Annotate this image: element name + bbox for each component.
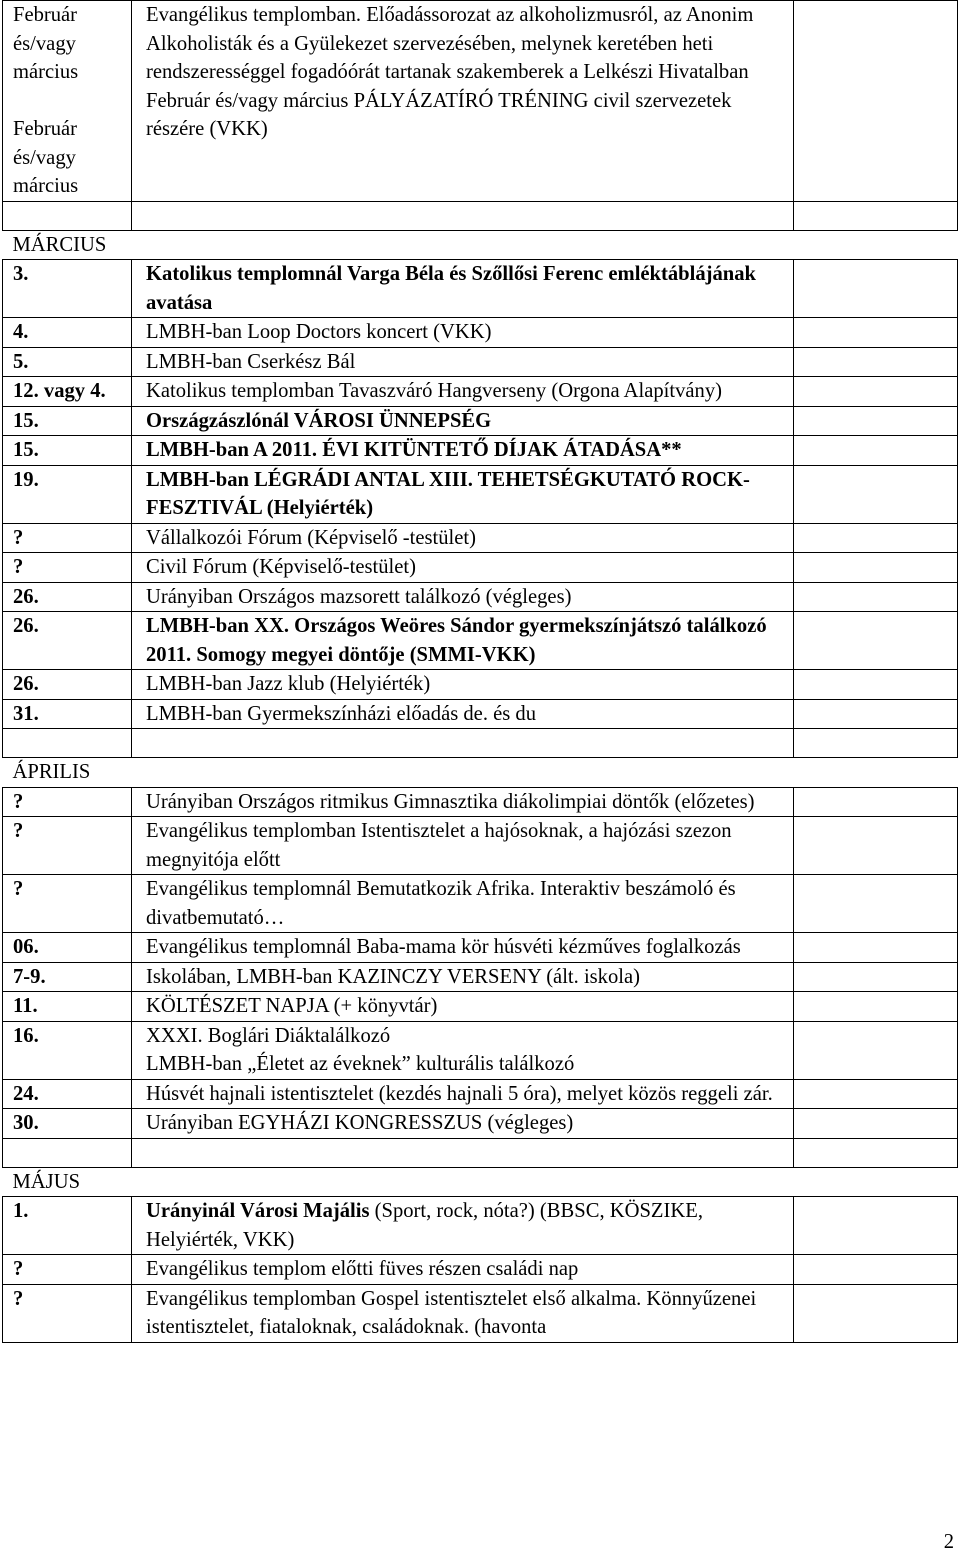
event-row bbox=[3, 553, 958, 583]
schedule-table bbox=[2, 0, 958, 1343]
blank-cell bbox=[794, 523, 958, 553]
event-row bbox=[3, 1197, 958, 1255]
month-title: ÁPRILIS bbox=[3, 758, 958, 788]
blank-cell bbox=[794, 1197, 958, 1255]
event-row bbox=[3, 1109, 958, 1139]
spacer-row bbox=[3, 1138, 958, 1167]
blank-cell bbox=[794, 670, 958, 700]
event-text bbox=[132, 1255, 794, 1285]
event-row bbox=[3, 992, 958, 1022]
event-row bbox=[3, 1079, 958, 1109]
event-text bbox=[132, 347, 794, 377]
event-text-content: Evangélikus templomban Gospel istentisztelet első alkalma. Könnyűzenei istentisztelet, fiataloknak, családoknak. (havonta bbox=[146, 1287, 757, 1338]
empty-cell bbox=[132, 1138, 794, 1167]
event-text-content: Katolikus templomban Tavaszváró Hangverseny (Orgona Alapítvány) bbox=[146, 380, 722, 402]
event-text-content: Urányiban Országos ritmikus Gimnasztika diákolimpiai döntők (előzetes) bbox=[146, 790, 755, 813]
event-row bbox=[3, 582, 958, 612]
event-text-content: Urányiban EGYHÁZI KONGRESSZUS (végleges) bbox=[146, 1112, 574, 1134]
event-date: 31. bbox=[3, 699, 132, 729]
blank-cell bbox=[794, 436, 958, 466]
event-text-content: Evangélikus templomnál Baba-mama kör húsvéti kézműves foglalkozás bbox=[146, 936, 741, 958]
event-date: 30. bbox=[3, 1109, 132, 1139]
event-text bbox=[132, 962, 794, 992]
empty-cell bbox=[132, 201, 794, 230]
event-date: 06. bbox=[3, 933, 132, 963]
event-row bbox=[3, 436, 958, 466]
event-date: ? bbox=[3, 787, 132, 817]
event-text-content: Katolikus templomnál Varga Béla és Szőllősi Ferenc emléktáblájának avatása bbox=[146, 263, 756, 314]
event-date: ? bbox=[3, 553, 132, 583]
event-row bbox=[3, 347, 958, 377]
event-row bbox=[3, 962, 958, 992]
event-date: ? bbox=[3, 875, 132, 933]
event-text-content: Urányiban Országos mazsorett találkozó (végleges) bbox=[146, 585, 572, 608]
blank-cell bbox=[794, 699, 958, 729]
event-text-content: Vállalkozói Fórum (Képviselő -testület) bbox=[146, 526, 476, 549]
event-text bbox=[132, 260, 794, 318]
event-text bbox=[132, 465, 794, 523]
event-text bbox=[132, 670, 794, 700]
event-text-content: Országzászlónál VÁROSI ÜNNEPSÉG bbox=[146, 409, 492, 432]
empty-cell bbox=[3, 201, 132, 230]
blank-cell bbox=[794, 260, 958, 318]
event-date: 5. bbox=[3, 347, 132, 377]
event-text bbox=[132, 436, 794, 466]
blank-cell bbox=[794, 1021, 958, 1079]
event-text-content: LMBH-ban Loop Doctors koncert (VKK) bbox=[146, 321, 492, 343]
event-text bbox=[132, 582, 794, 612]
event-date: 19. bbox=[3, 465, 132, 523]
event-date: ? bbox=[3, 817, 132, 875]
event-text-content: LMBH-ban Cserkész Bál bbox=[146, 350, 356, 373]
empty-cell bbox=[3, 729, 132, 758]
event-date: ? bbox=[3, 1284, 132, 1342]
event-text-content: Iskolában, LMBH-ban KAZINCZY VERSENY (ált. iskola) bbox=[146, 965, 640, 988]
blank-cell bbox=[794, 933, 958, 963]
event-text-content: Evangélikus templomban Istentisztelet a hajósoknak, a hajózási szezon megnyitója előtt bbox=[146, 820, 732, 871]
event-date: 3. bbox=[3, 260, 132, 318]
event-row bbox=[3, 377, 958, 407]
month-title: MÁJUS bbox=[3, 1167, 958, 1197]
event-text bbox=[132, 612, 794, 670]
event-row bbox=[3, 465, 958, 523]
event-row bbox=[3, 875, 958, 933]
event-row bbox=[3, 612, 958, 670]
blank-cell bbox=[794, 377, 958, 407]
event-date: 7-9. bbox=[3, 962, 132, 992]
event-text-content: Húsvét hajnali istentisztelet (kezdés hajnali 5 óra), melyet közös reggeli zár. bbox=[146, 1082, 773, 1105]
event-row bbox=[3, 1021, 958, 1079]
event-text bbox=[132, 377, 794, 407]
empty-cell bbox=[794, 201, 958, 230]
event-row bbox=[3, 406, 958, 436]
event-text-bold: Urányinál Városi Majális bbox=[146, 1200, 370, 1222]
event-date: 15. bbox=[3, 406, 132, 436]
event-text-content: LMBH-ban A 2011. ÉVI KITÜNTETŐ DÍJAK ÁTADÁSA** bbox=[146, 439, 682, 461]
event-text-content: LMBH-ban Jazz klub (Helyiérték) bbox=[146, 673, 431, 695]
event-text-content: LMBH-ban XX. Országos Weöres Sándor gyermekszínjátszó találkozó 2011. Somogy megyei döntője (SMMI-VKK) bbox=[146, 615, 767, 666]
event-text-content: XXXI. Boglári Diáktalálkozó LMBH-ban „Életet az éveknek” kulturális találkozó bbox=[146, 1024, 575, 1075]
blank-cell bbox=[794, 465, 958, 523]
event-row bbox=[3, 817, 958, 875]
event-row bbox=[3, 933, 958, 963]
event-text bbox=[132, 787, 794, 817]
blank-cell bbox=[794, 1284, 958, 1342]
row-text-1: Evangélikus templomban. Előadássorozat az alkoholizmusról, az Anonim Alkoholisták és a Gyülekezet szervezésében, melynek keretében heti rendszerességgel fogadóórát tartanak szakemberek a Lelkészi Hivatalban bbox=[146, 4, 754, 83]
row-text bbox=[132, 1, 794, 202]
event-row bbox=[3, 523, 958, 553]
event-row bbox=[3, 670, 958, 700]
blank-cell bbox=[794, 787, 958, 817]
row-text-2: Február és/vagy március PÁLYÁZATÍRÓ TRÉNING civil szervezetek részére (VKK) bbox=[146, 89, 732, 140]
empty-cell bbox=[3, 1138, 132, 1167]
event-row bbox=[3, 699, 958, 729]
blank-cell bbox=[794, 962, 958, 992]
month-title: MÁRCIUS bbox=[3, 230, 958, 260]
event-date: 4. bbox=[3, 318, 132, 348]
event-row bbox=[3, 787, 958, 817]
event-date: 26. bbox=[3, 612, 132, 670]
empty-cell bbox=[794, 1138, 958, 1167]
event-text-content: LMBH-ban Gyermekszínházi előadás de. és du bbox=[146, 702, 537, 725]
event-text bbox=[132, 553, 794, 583]
event-text-content: Civil Fórum (Képviselő-testület) bbox=[146, 556, 416, 578]
blank-cell bbox=[794, 553, 958, 583]
event-text bbox=[132, 406, 794, 436]
empty-cell bbox=[132, 729, 794, 758]
month-header-majus bbox=[3, 1167, 958, 1197]
month-header-aprilis bbox=[3, 758, 958, 788]
spacer-row bbox=[3, 201, 958, 230]
blank-cell bbox=[794, 1079, 958, 1109]
event-text bbox=[132, 875, 794, 933]
event-row bbox=[3, 1284, 958, 1342]
event-text bbox=[132, 817, 794, 875]
row-date: Február és/vagy március bbox=[3, 115, 132, 201]
empty-cell bbox=[794, 729, 958, 758]
event-text-content: KÖLTÉSZET NAPJA (+ könyvtár) bbox=[146, 995, 438, 1017]
blank-cell bbox=[794, 1, 958, 202]
event-text-content: LMBH-ban LÉGRÁDI ANTAL XIII. TEHETSÉGKUTATÓ ROCK-FESZTIVÁL (Helyiérték) bbox=[146, 468, 750, 519]
event-row bbox=[3, 260, 958, 318]
event-text bbox=[132, 1079, 794, 1109]
event-text-content: Evangélikus templomnál Bemutatkozik Afrika. Interaktiv beszámoló és divatbemutató… bbox=[146, 878, 736, 929]
event-date: 15. bbox=[3, 436, 132, 466]
top-row-1 bbox=[3, 1, 958, 116]
event-text bbox=[132, 1021, 794, 1079]
event-text bbox=[132, 1109, 794, 1139]
event-text bbox=[132, 699, 794, 729]
event-date: 26. bbox=[3, 670, 132, 700]
spacer-row bbox=[3, 729, 958, 758]
event-date: ? bbox=[3, 1255, 132, 1285]
event-row bbox=[3, 318, 958, 348]
event-date: 16. bbox=[3, 1021, 132, 1079]
event-text-content: Evangélikus templom előtti füves részen családi nap bbox=[146, 1258, 579, 1280]
event-date: 11. bbox=[3, 992, 132, 1022]
blank-cell bbox=[794, 406, 958, 436]
blank-cell bbox=[794, 817, 958, 875]
event-text bbox=[132, 933, 794, 963]
blank-cell bbox=[794, 875, 958, 933]
event-text bbox=[132, 992, 794, 1022]
event-date: 26. bbox=[3, 582, 132, 612]
event-date: 1. bbox=[3, 1197, 132, 1255]
event-text bbox=[132, 318, 794, 348]
event-text bbox=[132, 1197, 794, 1255]
blank-cell bbox=[794, 318, 958, 348]
event-date: 24. bbox=[3, 1079, 132, 1109]
blank-cell bbox=[794, 1255, 958, 1285]
event-text bbox=[132, 1284, 794, 1342]
blank-cell bbox=[794, 1109, 958, 1139]
event-row bbox=[3, 1255, 958, 1285]
month-header-marcius bbox=[3, 230, 958, 260]
row-date: Február és/vagy március bbox=[3, 1, 132, 116]
blank-cell bbox=[794, 612, 958, 670]
event-date: 12. vagy 4. bbox=[3, 377, 132, 407]
event-text bbox=[132, 523, 794, 553]
page-number: 2 bbox=[943, 1531, 954, 1553]
event-text-rest: (Sport, rock, nóta?) (BBSC, KÖSZIKE, Helyiérték, VKK) bbox=[146, 1200, 703, 1251]
blank-cell bbox=[794, 992, 958, 1022]
blank-cell bbox=[794, 347, 958, 377]
blank-cell bbox=[794, 582, 958, 612]
event-date: ? bbox=[3, 523, 132, 553]
